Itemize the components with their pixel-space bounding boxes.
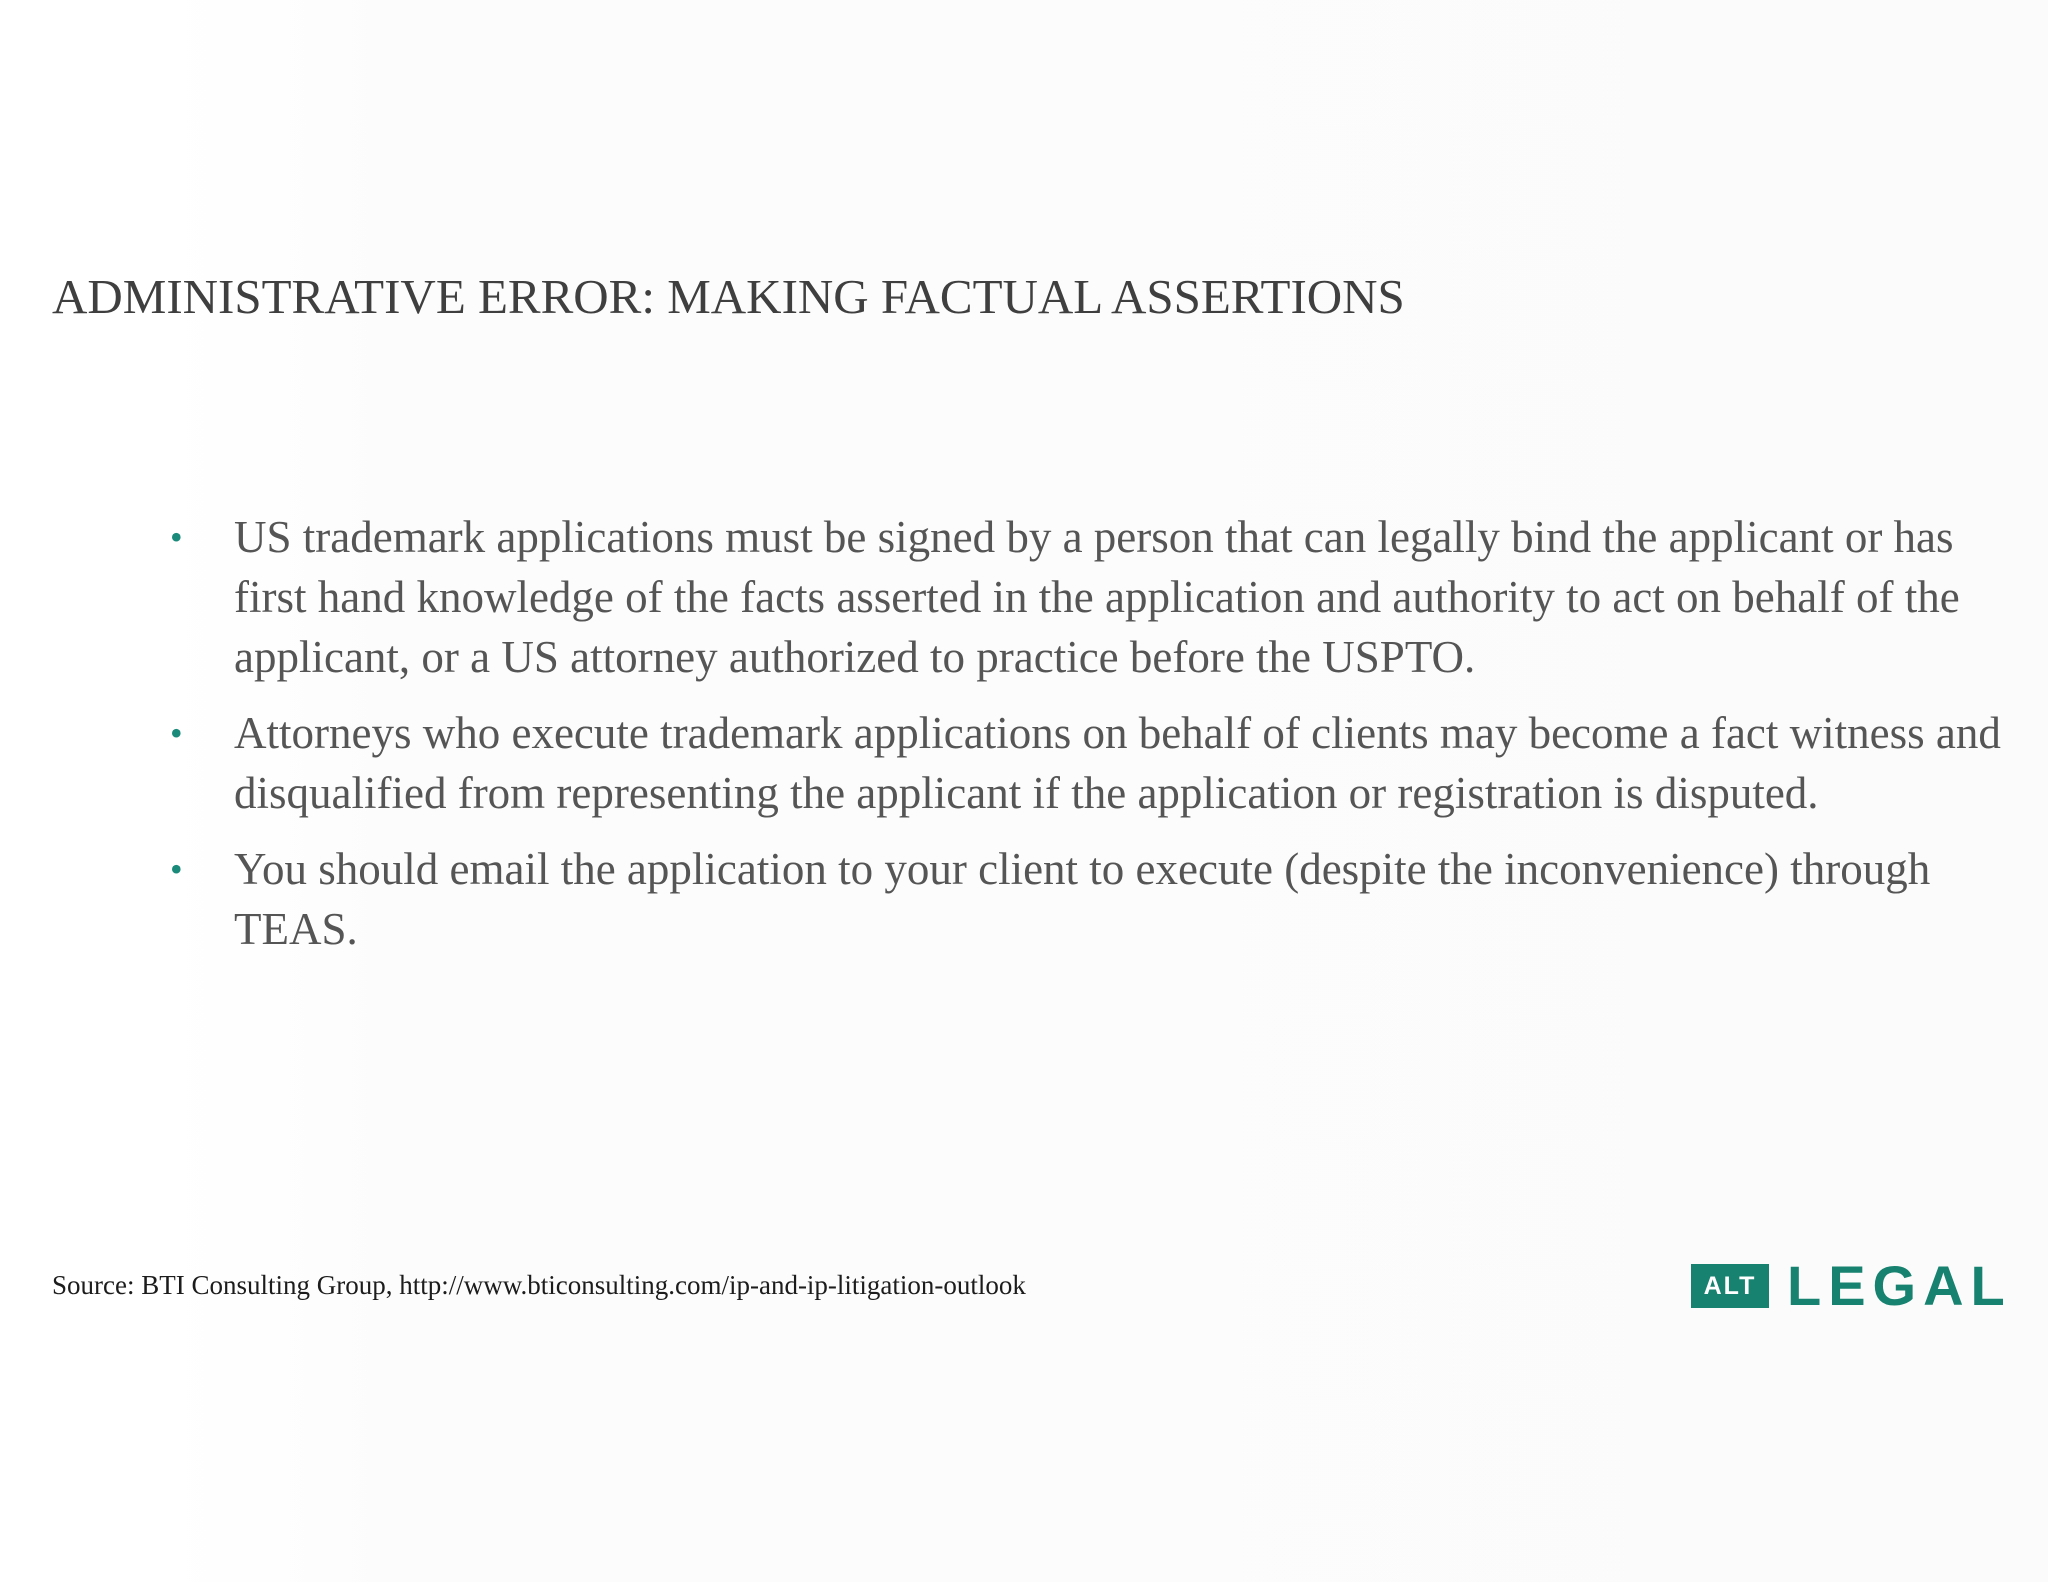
alt-legal-logo	[1691, 1254, 2012, 1317]
bullet-item	[170, 703, 2030, 823]
source-citation: Source: BTI Consulting Group, http://www.bticonsulting.com/ip-and-ip-litigation-outlook	[52, 1270, 1026, 1300]
bullet-item	[170, 839, 2030, 959]
bullet-text: US trademark applications must be signed by a person that can legally bind the applicant or has first hand knowledge of the facts asserted in the application and authority to act on behalf of the applicant, or a US attorney authorized to practice before the USPTO.	[234, 512, 1960, 682]
bullet-text: Attorneys who execute trademark applications on behalf of clients may become a fact witness and disqualified from representing the applicant if the application or registration is disputed.	[234, 708, 2001, 818]
bullet-dot-icon: •	[170, 849, 183, 889]
bullet-item	[170, 507, 2030, 687]
logo-wordmark: LEGAL	[1787, 1254, 2012, 1317]
bullet-dot-icon: •	[170, 517, 183, 557]
slide-title: ADMINISTRATIVE ERROR: MAKING FACTUAL ASSERTIONS	[52, 269, 1405, 324]
bullet-list	[170, 507, 2030, 975]
bullet-dot-icon: •	[170, 713, 183, 753]
logo-box: ALT	[1691, 1264, 1769, 1308]
bullet-text: You should email the application to your client to execute (despite the inconvenience) through TEAS.	[234, 844, 1931, 954]
